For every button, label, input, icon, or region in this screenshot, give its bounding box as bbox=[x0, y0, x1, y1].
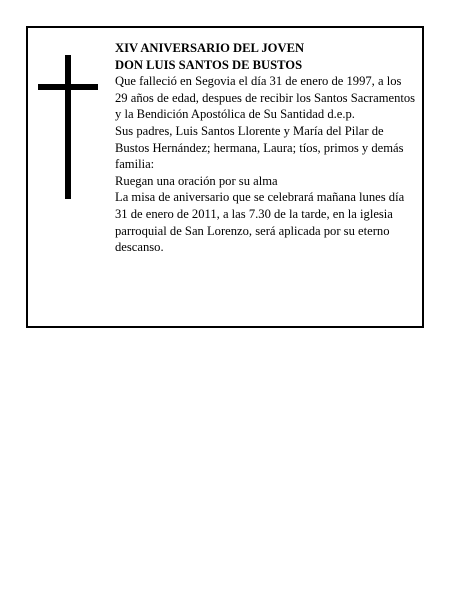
prayer-paragraph: Ruegan una oración por su alma bbox=[115, 173, 278, 188]
cross-vertical-bar bbox=[65, 55, 71, 199]
mass-paragraph: La misa de aniversario que se celebrará mañana lunes día 31 de enero de 2011, a las 7.30 de la tarde, en la iglesia parroquial de San Lorenzo, será aplicada por su eterno descanso. bbox=[115, 190, 405, 255]
cross-icon bbox=[38, 55, 98, 199]
notice-content bbox=[115, 40, 417, 256]
notice-heading-line2: DON LUIS SANTOS DE BUSTOS bbox=[115, 57, 303, 72]
family-paragraph: Sus padres, Luis Santos Llorente y María del Pilar de Bustos Hernández; hermana, Laura; tíos, primos y demás familia: bbox=[115, 123, 404, 172]
obituary-notice bbox=[26, 26, 424, 328]
death-paragraph: Que falleció en Segovia el día 31 de enero de 1997, a los 29 años de edad, despues de recibir los Santos Sacramentos y la Bendición Apostólica de Su Santidad d.e.p. bbox=[115, 74, 416, 122]
notice-heading-line1: XIV ANIVERSARIO DEL JOVEN bbox=[115, 41, 305, 55]
cross-horizontal-bar bbox=[38, 84, 98, 90]
